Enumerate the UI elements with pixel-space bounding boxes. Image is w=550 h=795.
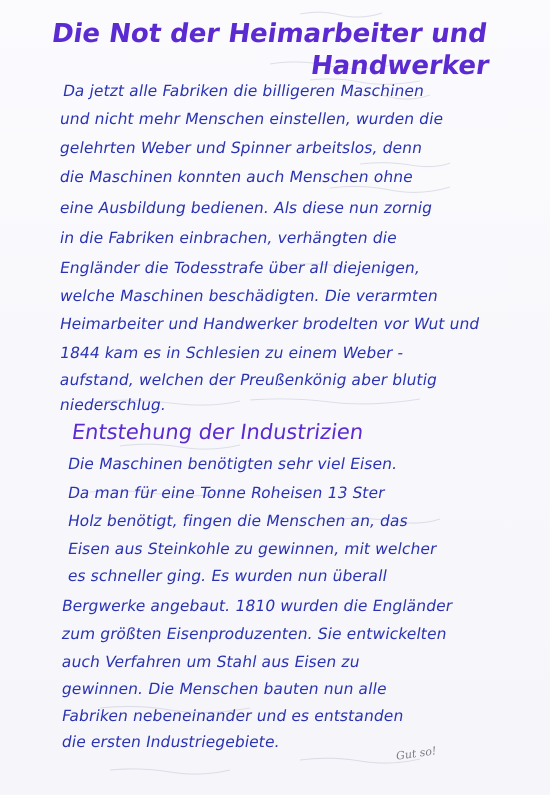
paragraph-2-line: Holz benötigt, fingen die Menschen an, das [66, 512, 410, 530]
paragraph-1-line: gelehrten Weber und Spinner arbeitslos, denn [58, 139, 424, 157]
section-heading: Entstehung der Industrizien [70, 420, 365, 444]
paragraph-2-line: auch Verfahren um Stahl aus Eisen zu [60, 653, 362, 671]
paragraph-1-line: eine Ausbildung bedienen. Als diese nun zornig [58, 199, 434, 217]
paragraph-1-line: Heimarbeiter und Handwerker brodelten vor Wut und [58, 315, 482, 333]
paragraph-2-line: die ersten Industriegebiete. [60, 733, 282, 751]
paragraph-1-line: in die Fabriken einbrachen, verhängten die [58, 229, 399, 247]
title-line-2: Handwerker [308, 51, 492, 81]
paragraph-2-line: zum größten Eisenproduzenten. Sie entwickelten [60, 625, 449, 643]
paragraph-2-line: es schneller ging. Es wurden nun überall [66, 567, 389, 585]
paragraph-1-line: und nicht mehr Menschen einstellen, wurden die [58, 110, 445, 128]
teacher-comment: Gut so! [395, 744, 438, 763]
paragraph-2-line: Die Maschinen benötigten sehr viel Eisen. [66, 455, 399, 473]
paragraph-2-line: Da man für eine Tonne Roheisen 13 Ster [66, 484, 387, 502]
paragraph-2-line: Eisen aus Steinkohle zu gewinnen, mit welcher [66, 540, 439, 558]
paragraph-1-line: aufstand, welchen der Preußenkönig aber blutig [58, 371, 439, 389]
title-line-1: Die Not der Heimarbeiter und [49, 19, 489, 49]
paragraph-1-line: welche Maschinen beschädigten. Die verarmten [58, 287, 440, 305]
paragraph-2-line: Bergwerke angebaut. 1810 wurden die Engländer [60, 597, 455, 615]
paragraph-1-line: niederschlug. [58, 396, 168, 414]
paragraph-2-line: Fabriken nebeneinander und es entstanden [60, 707, 406, 725]
paragraph-2-line: gewinnen. Die Menschen bauten nun alle [60, 680, 389, 698]
paragraph-1-line: die Maschinen konnten auch Menschen ohne [58, 168, 415, 186]
paragraph-1-line: Engländer die Todesstrafe über all diejenigen, [58, 259, 422, 277]
paragraph-1-line: 1844 kam es in Schlesien zu einem Weber - [58, 344, 405, 362]
paragraph-1-line: Da jetzt alle Fabriken die billigeren Maschinen [61, 82, 426, 100]
